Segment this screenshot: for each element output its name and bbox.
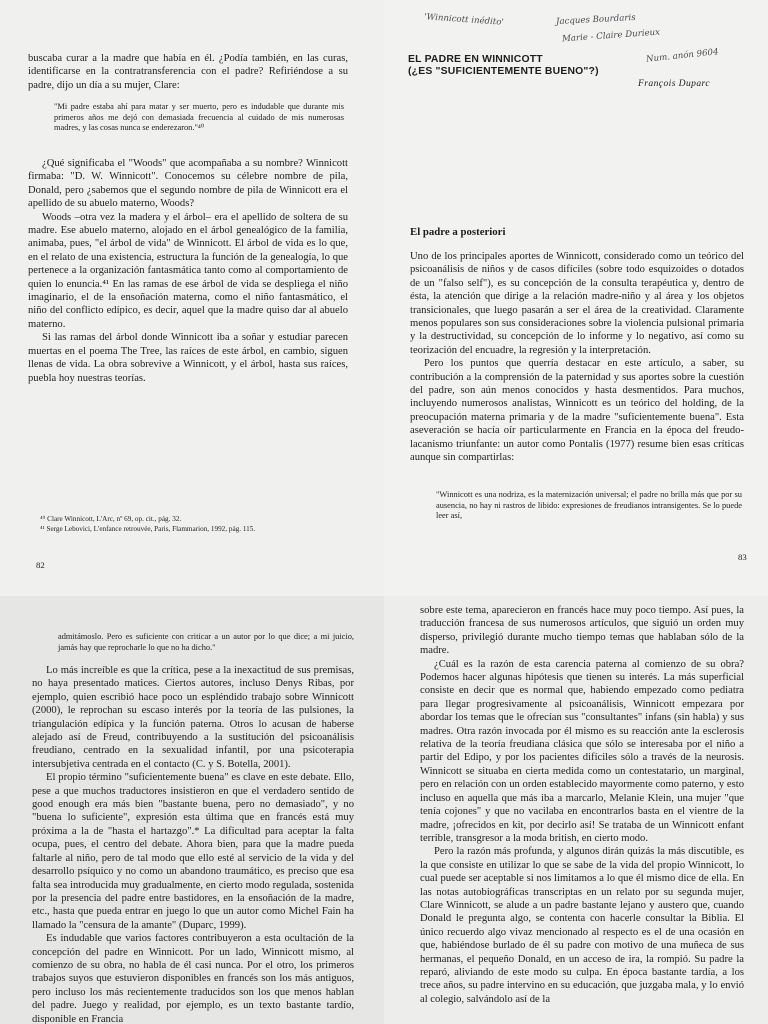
footnote-41: ⁴¹ Serge Lebovici, L'enfance retrouvée, Paris, Flammarion, 1992, pág. 115.	[40, 524, 256, 533]
page-84	[0, 596, 384, 1024]
title-line: (¿ES "SUFICIENTEMENTE BUENO"?)	[408, 66, 599, 77]
paragraph: sobre este tema, aparecieron en francés hace muy poco tiempo. Así pues, la traducción francesa de sus numerosos artículos, que siguió un orden muy disperso, privilegió durante mucho tiempo temas que hablaban sólo de la madre.	[420, 605, 744, 657]
section-heading: El padre a posteriori	[410, 226, 506, 238]
handwritten-note: Jacques Bourdaris	[555, 12, 636, 28]
footnote-40: ⁴⁰ Clare Winnicott, L'Arc, nº 69, op. cit., pág. 32.	[40, 515, 182, 523]
page-82-body-top	[28, 52, 348, 92]
page-82	[0, 0, 384, 596]
page-85-body	[420, 604, 744, 1006]
handwritten-note: Marie - Claire Durieux	[561, 27, 661, 45]
page-82-quote	[54, 102, 344, 134]
block-quote: admitámoslo. Pero es suficiente con criticar a un autor por lo que dice; a mi juicio, jamás hay que reprocharle lo que no ha dicho."	[58, 632, 354, 652]
paragraph: Pero los puntos que querría destacar en este artículo, a saber, su contribución a la comprensión de la paternidad y sus aportes sobre la cuestión del padre, son aún menos conocidos y hasta desmentidos. Para muchos, incluyendo numerosos analistas, Winnicott es un teórico del holding, de la preocupación materna primaria y de la madre "suficientemente buena". Esta aseveración se hacía oír particularmente en Francia en la época del freudo-lacanismo triunfante: un autor como Pontalis (1977) resume bien esas críticas aunque sin compartirlas:	[410, 358, 744, 464]
article-author: François Duparc	[638, 78, 710, 89]
paragraph: Woods –otra vez la madera y el árbol– era el apellido de soltera de su madre. Ese abuelo materno, alojado en el árbol genealógico de la familia, animaba, pues, "el árbol de vida" de Winnicott. El árbol de vida es lo que, en el relato de una existencia, estructura la función de la genealogía, lo que pertenece a la organización fantasmática tanto como al comportamiento de quien lo enuncia.⁴¹ En las ramas de ese árbol de vida se despliega el niño imaginario, el de la ensoñación materna, como el niño fantasmático, el niño del conflicto edípico, es decir, aquel que la madre quiso dar al abuelo materno.	[28, 211, 348, 330]
page-82-body	[28, 157, 348, 385]
paragraph: Pero la razón más profunda, y algunos dirán quizás la más discutible, es la que consiste en utilizar lo que se sabe de la vida del propio Winnicott, lo cual puede ser aceptable si nos limitamos a lo que él mismo dice de ella. En las notas autobiográficas transcriptas en un relato por su segunda mujer, Clare Winnicott, se alude a un padre bastante lejano y austero que, cuando Donald le pregunta algo, se contenta con hacerle consultar la Biblia. El único recuerdo algo vivaz mencionado al respecto es el de una ocasión en que, habiéndose burlado de él su padre con motivo de una muñeca de sus hermanas, el pequeño Donald, en un acceso de ira, la rompió. Su padre la reparó, aliviando de este modo su culpa. En época bastante tardía, a los trece años, su padre intervino en su educación, que juzgaba mala, y lo envió al colegio, salvándolo así de la	[420, 846, 744, 1005]
paragraph: El propio término "suficientemente buena" es clave en este debate. Ello, pese a que muchos traductores insistieron en que el verdadero sentido de good enough era más bien "bastante buena, pero no demasiado", y no "buena lo suficiente", expresión esta última que en francés está muy próxima a la de "hasta el hartazgo".* La dificultad para aceptar la falta ocupa, pues, el centro del debate. Ahora bien, para que la madre pueda faltarle al niño, pero de tal modo que ello esté al servicio de la vida y del desarrollo psíquico y no como un abandono traumático, es preciso que esa falta sea introducida muy gradualmente, en cierto modo regulada, sostenida por la presencia del padre entre bastidores, en la ensoñación de la madre, etc., hasta que pueda entrar en juego lo que un autor como Michel Fain ha llamado la "censura de la amante" (Duparc, 1999).	[32, 772, 354, 931]
page-number: 82	[36, 560, 45, 570]
title-line: EL PADRE EN WINNICOTT	[408, 54, 543, 65]
paragraph: Lo más increíble es que la crítica, pese a la inexactitud de sus premisas, no haya presentado matices. Ciertos autores, incluso Denys Ribas, por ejemplo, quien escribió hace poco un espléndido trabajo sobre Winnicott (2000), le reprochan su escaso interés por la teoría de las pulsiones, la triangulación edípica y la función paterna. Otros lo acusan de haberse alejado así de Freud, contribuyendo a la sustitución del psicoanálisis freudiano, centrado en la sexualidad infantil, por una psicoterapia intersubjetiva centrada en el contacto (C. y S. Botella, 2001).	[32, 665, 354, 770]
handwritten-note: 'Winnicott inédito'	[423, 12, 505, 28]
handwritten-note: Num. anón 9604	[645, 47, 719, 65]
paragraph: Es indudable que varios factores contribuyeron a esta ocultación de la concepción del padre en Winnicott. Por un lado, Winnicott mismo, al comienzo de su obra, no habla de él casi nunca. Por el otro, los primeros trabajos suyos que estuvieron disponibles en francés son los más antiguos, pero incluso los más recientemente traducidos son los que menos hablan del padre. Juego y realidad, por ejemplo, es un texto bastante tardío, disponible en Francia	[32, 933, 354, 1024]
page-84-quote-end	[58, 632, 354, 653]
paragraph: ¿Cuál es la razón de esta carencia paterna al comienzo de su obra? Podemos hacer algunas hipótesis que tienen su interés. La más superficial consiste en decir que es normal que, habiendo empezado como pediatra para llegar progresivamente al psicoanálisis, Winnicott empezara por abordar los temas que le ofrecían sus "consultantes" infans (sin habla) y sus madres. Otra razón invocada por él mismo es su reacción ante la esclerosis relativa de la teoría freudiana clásica que sólo se interesaba por el niño a partir del Edipo, y por los pacientes difíciles sólo a través de la neurosis. Winnicott se situaba en cierta medida como un contestatario, un marginal, pero en relación con un orden establecido mayormente como paterno, y esto incluso en aquella que más iba a marcarlo, Melanie Klein, una mujer "que tenía cojones" y que no vacilaba en encontrarlos basta en el vientre de la madre, ¡ofrecidos en kit, por decirlo así! Se trataba de un Winnicott enfant terrible, transgresor a la moda british, en cierto modo.	[420, 658, 744, 844]
paragraph: ¿Qué significaba el "Woods" que acompañaba a su nombre? Winnicott firmaba: "D. W. Winnicott". Conocemos su célebre nombre de pila, Donald, pero ¿sabemos que el segundo nombre de pila de Winnicott era el apellido de su abuelo materno, Woods?	[28, 158, 348, 210]
paragraph: Uno de los principales aportes de Winnicott, considerado como un teórico del psicoanálisis de niños y de casos difíciles (sobre todo esquizoides o dotados de un "falso self"), es su concepción de la consulta terapéutica y, dentro de ésta, la atención que dirige a la relación madre-niño y al área y los objetos transicionales, que luego pasarán a ser el área de la creatividad. Claramente menos populares son sus consideraciones sobre la violencia pulsional primaria y la destructividad, su concepción de lo informe y lo negativo, así como su teorización del encuadre, la regresión y la interpretación.	[410, 251, 744, 356]
article-title	[408, 54, 599, 78]
paragraph: Si las ramas del árbol donde Winnicott iba a soñar y estudiar parecen muertas en el poema The Tree, las raíces de este árbol, en cambio, siguen llenas de vida. La obra sobrevive a Winnicott, y el árbol, hasta sus raíces, puebla hoy nuestras teorías.	[28, 332, 348, 384]
paragraph: buscaba curar a la madre que había en él. ¿Podía también, en las curas, identificarse en la contratransferencia con el padre? Refiriéndose a su padre, dijo un día a su mujer, Clare:	[28, 53, 348, 91]
page-82-footnotes	[40, 515, 360, 534]
block-quote: "Mi padre estaba ahí para matar y ser muerto, pero es indudable que durante mis primeros años me dejó con demasiada frecuencia al cuidado de mis numerosas madres, y las cosas nunca se enderezaron."⁴⁰	[54, 102, 344, 133]
page-number: 83	[738, 552, 747, 562]
page-83	[384, 0, 768, 596]
block-quote: "Winnicott es una nodriza, es la maternización universal; el padre no brilla más que por su ausencia, no hay ni rastros de libido: expresiones de freudianos intransigentes. Se lo puede leer así,	[436, 490, 742, 521]
page-85	[384, 596, 768, 1024]
page-83-body	[410, 250, 744, 465]
page-83-quote	[436, 490, 742, 522]
page-84-body	[32, 664, 354, 1024]
